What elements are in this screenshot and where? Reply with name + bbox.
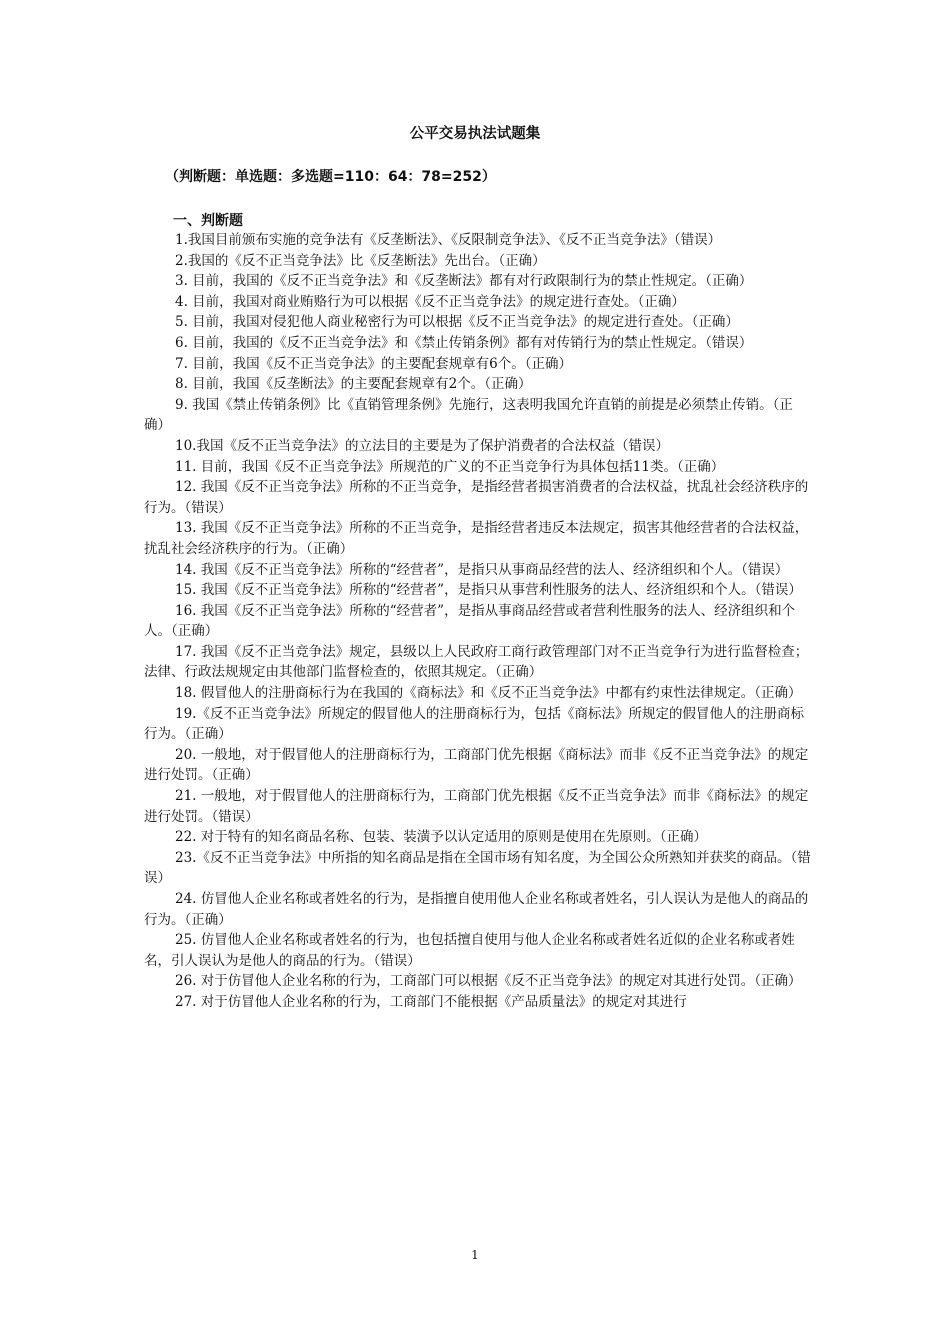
- question-item: 18. 假冒他人的注册商标行为在我国的《商标法》和《反不正当竞争法》中都有约束性法律规定。（正确）: [175, 685, 802, 702]
- question-item: 25. 仿冒他人企业名称或者姓名的行为，也包括擅自使用与他人企业名称或者姓名近似的企业名称或者姓名，引人误认为是他人的商品的行为。（错误）: [144, 932, 795, 969]
- question-item: 1.我国目前颁布实施的竞争法有《反垄断法》、《反限制竞争法》、《反不正当竞争法》（错误）: [175, 232, 722, 248]
- question-item: 26. 对于仿冒他人企业名称的行为，工商部门可以根据《反不正当竞争法》的规定对其进行处罚。（正确）: [175, 973, 802, 990]
- question-item: 13. 我国《反不正当竞争法》所称的不正当竞争，是指经营者违反本法规定，损害其他经营者的合法权益，扰乱社会经济秩序的行为。（正确）: [144, 520, 809, 557]
- question-list: [144, 230, 812, 1013]
- question-item: 12. 我国《反不正当竞争法》所称的不正当竞争，是指经营者损害消费者的合法权益，扰乱社会经济秩序的行为。（错误）: [144, 479, 809, 516]
- question-item: 4. 目前，我国对商业贿赂行为可以根据《反不正当竞争法》的规定进行查处。（正确）: [175, 293, 685, 310]
- question-item: 20. 一般地，对于假冒他人的注册商标行为，工商部门优先根据《商标法》而非《反不正当竞争法》的规定进行处罚。（正确）: [144, 746, 809, 784]
- question-item: 16. 我国《反不正当竞争法》所称的“经营者”，是指从事商品经营或者营利性服务的法人、经济组织和个人。（正确）: [144, 602, 796, 640]
- question-item: 10.我国《反不正当竞争法》的立法目的主要是为了保护消费者的合法权益（错误）: [175, 437, 669, 454]
- question-item: 11. 目前，我国《反不正当竞争法》所规范的广义的不正当竞争行为具体包括11类。（正确）: [175, 458, 725, 475]
- document-title: 公平交易执法试题集: [409, 126, 541, 142]
- question-ratio-line: （判断题：单选题：多选题=110：64：78=252）: [165, 169, 496, 185]
- question-item: 3. 目前，我国的《反不正当竞争法》和《反垄断法》都有对行政限制行为的禁止性规定。（正确）: [175, 273, 753, 290]
- question-item: 14. 我国《反不正当竞争法》所称的“经营者”，是指只从事商品经营的法人、经济组织和个人。（错误）: [175, 561, 789, 578]
- section-heading: 一、判断题: [173, 213, 243, 229]
- question-item: 2.我国的《反不正当竞争法》比《反垄断法》先出台。（正确）: [175, 252, 546, 269]
- question-item: 8. 目前，我国《反垄断法》的主要配套规章有2个。（正确）: [175, 376, 532, 393]
- question-item: 23.《反不正当竞争法》中所指的知名商品是指在全国市场有知名度，为全国公众所熟知并获奖的商品。（错误）: [144, 849, 811, 887]
- question-item: 7. 目前，我国《反不正当竞争法》的主要配套规章有6个。（正确）: [175, 355, 573, 372]
- question-item: 22. 对于特有的知名商品名称、包装、装潢予以认定适用的原则是使用在先原则。（正确）: [175, 829, 708, 846]
- question-item: 19.《反不正当竞争法》所规定的假冒他人的注册商标行为，包括《商标法》所规定的假冒他人的注册商标行为。（正确）: [144, 705, 804, 743]
- page-number: 1: [471, 1248, 479, 1262]
- question-item: 15. 我国《反不正当竞争法》所称的“经营者”，是指只从事营利性服务的法人、经济组织和个人。（错误）: [175, 582, 802, 599]
- question-item: 24. 仿冒他人企业名称或者姓名的行为，是指擅自使用他人企业名称或者姓名，引人误认为是他人的商品的行为。（正确）: [144, 891, 809, 928]
- question-item: 6. 目前，我国的《反不正当竞争法》和《禁止传销条例》都有对传销行为的禁止性规定。（错误）: [175, 334, 753, 351]
- question-item: 27. 对于仿冒他人企业名称的行为，工商部门不能根据《产品质量法》的规定对其进行: [175, 993, 687, 1010]
- question-item: 21. 一般地，对于假冒他人的注册商标行为，工商部门优先根据《反不正当竞争法》而非《商标法》的规定进行处罚。（错误）: [144, 788, 809, 825]
- question-item: 17. 我国《反不正当竞争法》规定，县级以上人民政府工商行政管理部门对不正当竞争行为进行监督检查；法律、行政法规规定由其他部门监督检查的，依照其规定。（正确）: [144, 643, 809, 681]
- question-item: 9. 我国《禁止传销条例》比《直销管理条例》先施行，这表明我国允许直销的前提是必须禁止传销。（正确）: [144, 396, 793, 434]
- question-item: 5. 目前，我国对侵犯他人商业秘密行为可以根据《反不正当竞争法》的规定进行查处。（正确）: [175, 314, 739, 331]
